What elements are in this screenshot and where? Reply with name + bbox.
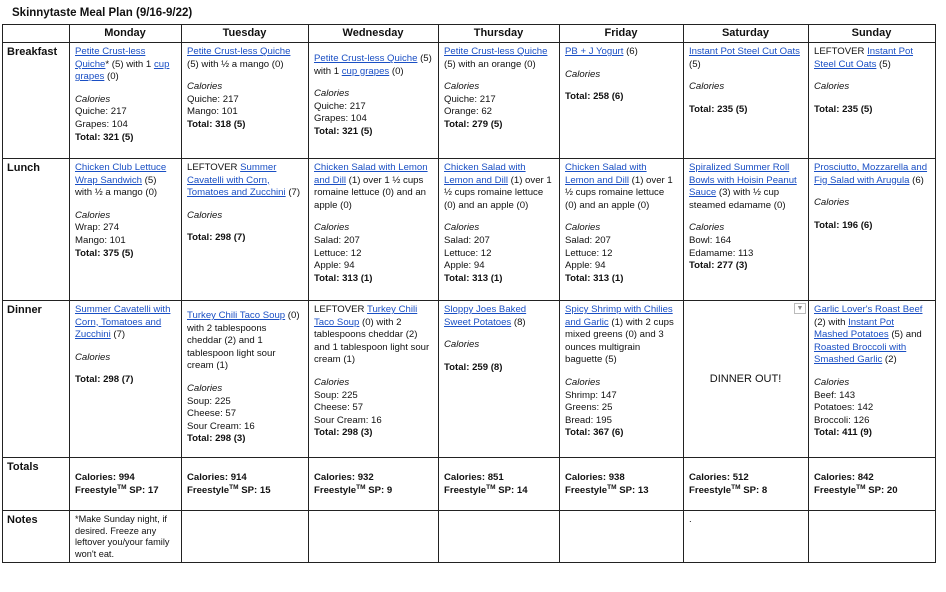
daily-calories: Calories: 938 <box>565 471 625 483</box>
daily-points: Freestyle™ SP: 14 <box>444 483 528 496</box>
dinner-wednesday <box>309 301 439 458</box>
meal-text: (5) with ½ a mango (0) <box>75 174 158 199</box>
calories-label: Calories <box>565 376 601 388</box>
recipe-link[interactable]: Chicken Salad with Lemon and Dill <box>565 162 647 186</box>
notes-thursday <box>439 511 560 563</box>
meal-total: Total: 318 (5) <box>187 118 246 130</box>
lunch-tuesday <box>182 159 309 301</box>
calories-label: Calories <box>814 81 850 93</box>
dinner-friday <box>560 301 684 458</box>
calorie-line: Edamame: 113 <box>689 247 754 259</box>
meal-total: Total: 298 (7) <box>75 374 134 386</box>
meal-total: Total: 235 (5) <box>814 103 873 115</box>
recipe-link[interactable]: Summer Cavatelli with Corn, Tomatoes and Zucchini <box>187 162 286 199</box>
meal-text: (0) with 2 tablespoons cheddar (2) and 1 tablespoon light sour cream (1) <box>187 310 300 372</box>
calorie-line: Grapes: 104 <box>75 118 128 130</box>
calorie-line: Quiche: 217 <box>75 106 127 118</box>
calorie-line: Bread: 195 <box>565 414 612 426</box>
meal-total: Total: 298 (3) <box>187 433 246 445</box>
day-header-saturday: Saturday <box>684 25 809 43</box>
calories-label: Calories <box>187 382 223 394</box>
meal-text: (2) <box>882 354 897 366</box>
recipe-link[interactable]: Turkey Chili Taco Soup <box>314 304 418 328</box>
calories-label: Calories <box>689 81 725 93</box>
meal-total: Total: 298 (7) <box>187 232 246 244</box>
calorie-line: Sour Cream: 16 <box>314 414 382 426</box>
calories-label: Calories <box>314 222 350 234</box>
breakfast-friday <box>560 43 684 159</box>
calorie-line: Salad: 207 <box>565 234 611 246</box>
meal-total: Total: 313 (1) <box>314 272 373 284</box>
meal-text: LEFTOVER <box>314 304 367 315</box>
daily-points: Freestyle™ SP: 20 <box>814 483 898 496</box>
calorie-line: Cheese: 57 <box>187 408 237 420</box>
totals-monday <box>70 458 182 511</box>
calorie-line: Wrap: 274 <box>75 222 120 234</box>
calorie-line: Bowl: 164 <box>689 234 732 246</box>
meal-plan-table <box>2 24 936 563</box>
lunch-friday <box>560 159 684 301</box>
calorie-line: Orange: 62 <box>444 106 493 118</box>
calorie-line: Soup: 225 <box>314 389 358 401</box>
recipe-link[interactable]: cup grapes <box>75 58 170 83</box>
recipe-link[interactable]: Petite Crust-less Quiche <box>75 46 146 70</box>
dinner-out-text: DINNER OUT! <box>709 373 782 386</box>
daily-calories: Calories: 842 <box>814 471 874 483</box>
calorie-line: Salad: 207 <box>314 234 360 246</box>
recipe-link[interactable]: Chicken Club Lettuce Wrap Sandwich <box>75 162 167 186</box>
day-header-sunday: Sunday <box>809 25 936 43</box>
totals-row <box>3 458 936 511</box>
breakfast-monday <box>70 43 182 159</box>
calorie-line: Sour Cream: 16 <box>187 420 255 432</box>
recipe-link[interactable]: Instant Pot Steel Cut Oats <box>814 46 914 70</box>
lunch-monday <box>70 159 182 301</box>
calorie-line: Mango: 101 <box>75 234 126 246</box>
meal-text: (5) <box>689 58 701 70</box>
recipe-link[interactable]: Petite Crust-less Quiche <box>444 46 548 57</box>
breakfast-thursday <box>439 43 560 159</box>
notes-wednesday <box>309 511 439 563</box>
meal-text: (0) <box>104 71 119 83</box>
dinner-row <box>3 301 936 458</box>
meal-total: Total: 313 (1) <box>565 272 624 284</box>
calorie-line: Salad: 207 <box>444 234 490 246</box>
day-header-thursday: Thursday <box>439 25 560 43</box>
meal-total: Total: 321 (5) <box>314 125 373 137</box>
meal-total: Total: 196 (6) <box>814 219 873 231</box>
dinner-sunday <box>809 301 936 458</box>
breakfast-tuesday <box>182 43 309 159</box>
row-label-notes: Notes <box>3 511 70 563</box>
meal-text: (5) with 1 <box>314 53 432 77</box>
calorie-line: Lettuce: 12 <box>565 247 613 259</box>
row-label-lunch: Lunch <box>3 159 70 301</box>
calories-label: Calories <box>565 222 601 234</box>
meal-total: Total: 258 (6) <box>565 91 624 103</box>
daily-calories: Calories: 994 <box>75 471 135 483</box>
meal-total: Total: 259 (8) <box>444 361 503 373</box>
calories-label: Calories <box>814 197 850 209</box>
calorie-line: Apple: 94 <box>444 260 485 272</box>
meal-text: (6) <box>909 174 924 186</box>
calories-label: Calories <box>814 376 850 388</box>
recipe-link[interactable]: Garlic Lover's Roast Beef <box>814 304 923 315</box>
breakfast-sunday <box>809 43 936 159</box>
page-title: Skinnytaste Meal Plan (9/16-9/22) <box>12 7 193 19</box>
lunch-row <box>3 159 936 301</box>
recipe-link[interactable]: Instant Pot Mashed Potatoes <box>814 316 894 341</box>
notes-sunday <box>809 511 936 563</box>
meal-text: (1) over 1 ½ cups romaine lettuce (0) and an apple (0) <box>444 174 552 211</box>
dinner-monday <box>70 301 182 458</box>
dinner-saturday <box>684 301 809 458</box>
calorie-line: Lettuce: 12 <box>314 247 362 259</box>
meal-total: Total: 375 (5) <box>75 247 134 259</box>
calories-label: Calories <box>187 81 223 93</box>
daily-points: Freestyle™ SP: 17 <box>75 483 159 496</box>
meal-total: Total: 313 (1) <box>444 272 503 284</box>
meal-text: (3) with ½ cup steamed edamame (0) <box>689 187 786 211</box>
lunch-wednesday <box>309 159 439 301</box>
corner-cell <box>3 25 70 43</box>
meal-text: LEFTOVER <box>814 46 868 57</box>
calorie-line: Quiche: 217 <box>314 100 366 112</box>
breakfast-row <box>3 43 936 159</box>
day-header-tuesday: Tuesday <box>182 25 309 43</box>
meal-total: Total: 235 (5) <box>689 103 748 115</box>
calories-label: Calories <box>75 93 111 105</box>
totals-sunday <box>809 458 936 511</box>
meal-text: (2) with <box>814 316 849 328</box>
notes-friday <box>560 511 684 563</box>
calorie-line: Lettuce: 12 <box>444 247 492 259</box>
breakfast-wednesday <box>309 43 439 159</box>
meal-total: Total: 277 (3) <box>689 260 748 272</box>
calorie-line: Quiche: 217 <box>187 93 239 105</box>
calorie-line: Cheese: 57 <box>314 402 364 414</box>
notes-row <box>3 511 936 563</box>
calorie-line: Beef: 143 <box>814 389 856 401</box>
notes-saturday: . <box>684 511 809 563</box>
calorie-line: Apple: 94 <box>314 260 355 272</box>
calories-label: Calories <box>314 88 350 100</box>
recipe-link[interactable]: Prosciutto, Mozzarella and Fig Salad with Arugula <box>814 162 928 186</box>
recipe-link[interactable]: Spiralized Summer Roll Bowls with Hoisin Peanut Sauce <box>689 162 797 199</box>
totals-friday <box>560 458 684 511</box>
calorie-line: Quiche: 217 <box>444 93 496 105</box>
totals-tuesday <box>182 458 309 511</box>
calories-label: Calories <box>444 81 480 93</box>
totals-thursday <box>439 458 560 511</box>
meal-text: (7) <box>110 329 126 341</box>
meal-text: (5) and <box>888 329 922 341</box>
meal-text: (0) <box>389 65 404 77</box>
calorie-line: Shrimp: 147 <box>565 389 617 401</box>
notes-tuesday <box>182 511 309 563</box>
meal-total: Total: 279 (5) <box>444 118 503 130</box>
meal-text: * (5) with 1 <box>105 58 154 70</box>
recipe-link[interactable]: Petite Crust-less Quiche <box>314 53 418 64</box>
row-label-breakfast: Breakfast <box>3 43 70 159</box>
recipe-link[interactable]: Instant Pot Steel Cut Oats <box>689 46 800 57</box>
calories-label: Calories <box>565 68 601 80</box>
meal-text: (5) with an orange (0) <box>444 58 536 70</box>
meal-total: Total: 367 (6) <box>565 427 624 439</box>
daily-points: Freestyle™ SP: 9 <box>314 483 393 496</box>
meal-text: (1) with 2 cups mixed greens (0) and 3 ounces multigrain baguette (5) <box>565 316 674 366</box>
recipe-link[interactable]: Chicken Salad with Lemon and Dill <box>444 162 526 186</box>
row-label-totals: Totals <box>3 458 70 511</box>
meal-total: Total: 321 (5) <box>75 131 134 143</box>
meal-text: (5) with ½ a mango (0) <box>187 58 284 70</box>
calorie-line: Potatoes: 142 <box>814 402 874 414</box>
meal-text: LEFTOVER <box>187 162 241 173</box>
meal-text: (1) over 1 ½ cups romaine lettuce (0) and an apple (0) <box>565 174 673 211</box>
recipe-link[interactable]: Spicy Shrimp with Chilies and Garlic <box>565 304 673 328</box>
calories-label: Calories <box>75 209 111 221</box>
dinner-thursday <box>439 301 560 458</box>
day-header-wednesday: Wednesday <box>309 25 439 43</box>
calorie-line: Mango: 101 <box>187 106 238 118</box>
recipe-link[interactable]: cup grapes <box>341 65 390 77</box>
daily-calories: Calories: 851 <box>444 471 504 483</box>
totals-wednesday <box>309 458 439 511</box>
recipe-link[interactable]: Petite Crust-less Quiche <box>187 46 291 57</box>
calorie-line: Grapes: 104 <box>314 113 367 125</box>
meal-text: (7) <box>285 187 301 199</box>
row-label-dinner: Dinner <box>3 301 70 458</box>
meal-text: (8) <box>511 316 526 328</box>
daily-calories: Calories: 932 <box>314 471 374 483</box>
meal-total: Total: 411 (9) <box>814 427 872 439</box>
meal-text: (1) over 1 ½ cups romaine lettuce (0) and an apple (0) <box>314 174 426 211</box>
breakfast-saturday <box>684 43 809 159</box>
day-header-friday: Friday <box>560 25 684 43</box>
calories-label: Calories <box>444 222 480 234</box>
daily-points: Freestyle™ SP: 13 <box>565 483 649 496</box>
meal-text: (5) <box>876 58 891 70</box>
daily-points: Freestyle™ SP: 15 <box>187 483 271 496</box>
day-header-monday: Monday <box>70 25 182 43</box>
recipe-link[interactable]: Sloppy Joes Baked Sweet Potatoes <box>444 304 527 328</box>
daily-calories: Calories: 914 <box>187 471 247 483</box>
daily-points: Freestyle™ SP: 8 <box>689 483 768 496</box>
calorie-line: Apple: 94 <box>565 260 606 272</box>
chevron-down-icon[interactable]: ▼ <box>794 303 806 314</box>
calorie-line: Broccoli: 126 <box>814 414 870 426</box>
calorie-line: Greens: 25 <box>565 402 613 414</box>
recipe-link[interactable]: Turkey Chili Taco Soup <box>187 310 286 321</box>
meal-text: (0) with 2 tablespoons cheddar (2) and 1 tablespoon light sour cream (1) <box>314 316 430 366</box>
meal-total: Total: 298 (3) <box>314 427 373 439</box>
calories-label: Calories <box>187 209 223 221</box>
recipe-link[interactable]: Roasted Broccoli with Smashed Garlic <box>814 341 907 366</box>
recipe-link[interactable]: Summer Cavatelli with Corn, Tomatoes and Zucchini <box>75 304 171 341</box>
header-row <box>3 25 936 43</box>
calories-label: Calories <box>314 376 350 388</box>
notes-monday: *Make Sunday night, if desired. Freeze any leftover you/your family won't eat. <box>70 511 182 563</box>
calories-label: Calories <box>75 351 111 363</box>
lunch-saturday <box>684 159 809 301</box>
calories-label: Calories <box>444 339 480 351</box>
totals-saturday <box>684 458 809 511</box>
dinner-tuesday <box>182 301 309 458</box>
recipe-link[interactable]: Chicken Salad with Lemon and Dill <box>314 162 428 186</box>
recipe-link[interactable]: PB + J Yogurt <box>565 46 624 57</box>
lunch-thursday <box>439 159 560 301</box>
calorie-line: Soup: 225 <box>187 395 231 407</box>
meal-text: (6) <box>623 46 638 57</box>
daily-calories: Calories: 512 <box>689 471 749 483</box>
lunch-sunday <box>809 159 936 301</box>
calories-label: Calories <box>689 222 725 234</box>
